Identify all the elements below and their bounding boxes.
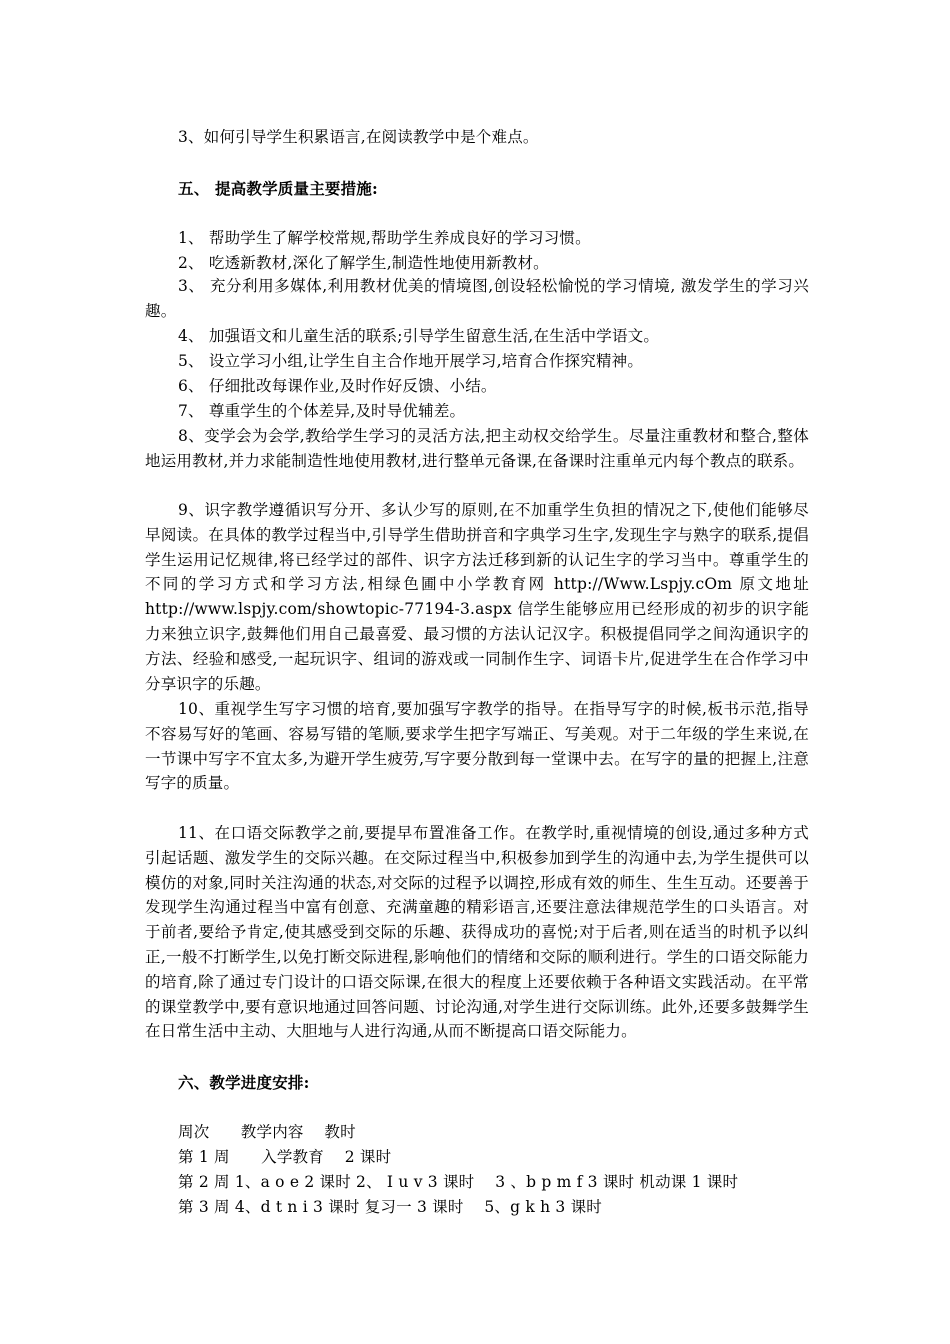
measure-item-9: 9、识字教学遵循识写分开、多认少写的原则,在不加重学生负担的情况之下,使他们能够尽早阅读。在具体的教学过程当中,引导学生借助拼音和字典学习生字,发现生字与熟字的联系,提倡学生运用记忆规律,将已经学过的部件、识字方法迁移到新的认记生字的学习当中。尊重学生的不同的学习方式和学习方法,相绿色圃中小学教育网 http://Www.Lspjy.cOm 原文地址 http://www.lspjy.com/showtopic-77194-3.aspx 信学生能够应用已经形成的初步的识字能力来独立识字,鼓舞他们用自己最喜爱、最习惯的方法认记汉字。积极提倡同学之间沟通识字的方法、经验和感受,一起玩识字、组词的游戏或一同制作生字、词语卡片,促进学生在合作学习中分享识字的乐趣。 [145, 501, 809, 693]
measure-item-10: 10、重视学生写字习惯的培育,要加强写字教学的指导。在指导写字的时候,板书示范,指导不容易写好的笔画、容易写错的笔顺,要求学生把字写端正、写美观。对于二年级的学生来说,在一节课中写字不宜太多,为避开学生疲劳,写字要分散到每一堂课中去。在写字的量的把握上,注意写字的质量。 [145, 700, 809, 793]
schedule-row: 第 2 周 1、a o e 2 课时 2、 I u v 3 课时 3 、b p m f 3 课时 机动课 1 课时 [178, 1173, 739, 1191]
schedule-row: 第 1 周 入学教育 2 课时 [178, 1148, 392, 1166]
measure-item-6: 6、 仔细批改每课作业,及时作好反馈、小结。 [178, 377, 497, 395]
measure-item-5: 5、 设立学习小组,让学生自主合作地开展学习,培育合作探究精神。 [178, 352, 644, 370]
intro-item: 3、如何引导学生积累语言,在阅读教学中是个难点。 [178, 128, 539, 146]
measure-item-1: 1、 帮助学生了解学校常规,帮助学生养成良好的学习习惯。 [178, 229, 591, 247]
schedule-row: 第 3 周 4、d t n i 3 课时 复习一 3 课时 5、g k h 3 课时 [178, 1198, 602, 1216]
measure-item-11: 11、在口语交际教学之前,要提早布置准备工作。在教学时,重视情境的创设,通过多种方式引起话题、激发学生的交际兴趣。在交际过程当中,积极参加到学生的沟通中去,为学生提供可以模仿的对象,同时关注沟通的状态,对交际的过程予以调控,形成有效的师生、生生互动。还要善于发现学生沟通过程当中富有创意、充满童趣的精彩语言,还要注意法律规范学生的口头语言。对于前者,要给予肯定,使其感受到交际的乐趣、获得成功的喜悦;对于后者,则在适当的时机予以纠正,一般不打断学生,以免打断交际进程,影响他们的情绪和交际的顺利进行。学生的口语交际能力的培育,除了通过专门设计的口语交际课,在很大的程度上还要依赖于各种语文实践活动。在平常的课堂教学中,要有意识地通过回答问题、讨论沟通,对学生进行交际训练。此外,还要多鼓舞学生在日常生活中主动、大胆地与人进行沟通,从而不断提高口语交际能力。 [145, 824, 809, 1041]
measure-item-4: 4、 加强语文和儿童生活的联系;引导学生留意生活,在生活中学语文。 [178, 327, 660, 345]
measure-item-3: 3、 充分利用多媒体,利用教材优美的情境图,创设轻松愉悦的学习情境, 激发学生的学习兴趣。 [145, 277, 809, 320]
measure-item-7: 7、 尊重学生的个体差异,及时导优辅差。 [178, 402, 466, 420]
section6-heading: 六、教学进度安排: [178, 1073, 310, 1092]
schedule-header: 周次 教学内容 教时 [178, 1123, 356, 1141]
measure-item-8: 8、变学会为会学,教给学生学习的灵活方法,把主动权交给学生。尽量注重教材和整合,整体地运用教材,并力求能制造性地使用教材,进行整单元备课,在备课时注重单元内每个教点的联系。 [145, 427, 809, 470]
measure-item-2: 2、 吃透新教材,深化了解学生,制造性地使用新教材。 [178, 254, 549, 272]
section5-heading: 五、 提高教学质量主要措施: [178, 179, 378, 198]
